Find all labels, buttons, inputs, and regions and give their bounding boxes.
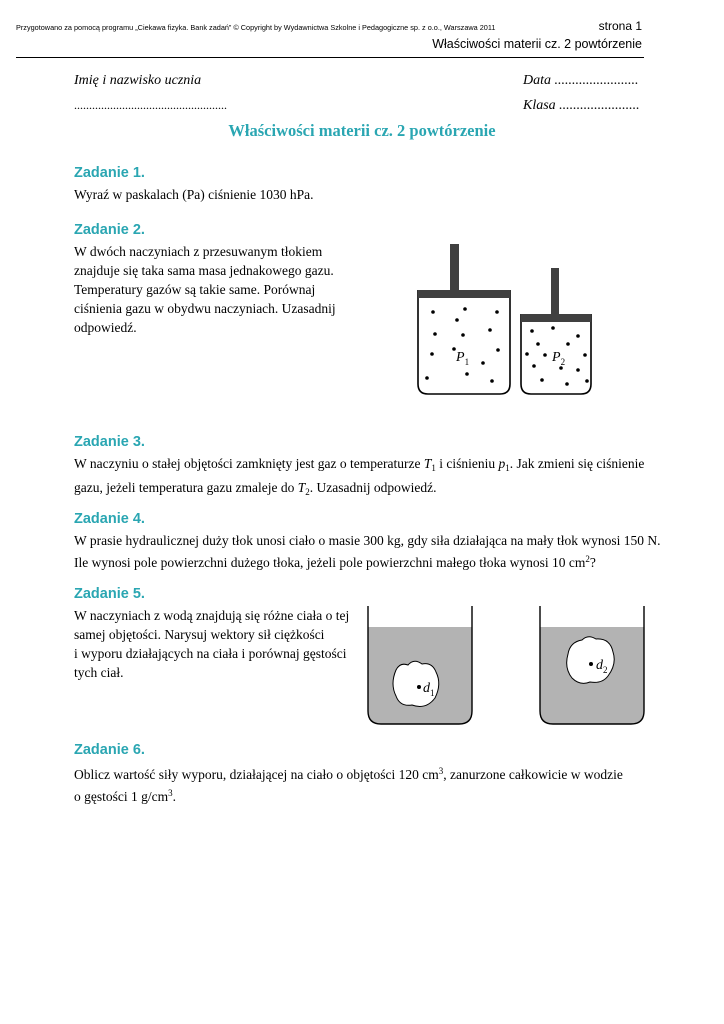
task-6-heading: Zadanie 6.: [74, 742, 145, 758]
density-label-1: $d_1$: [423, 681, 435, 698]
task-5-line: tych ciał.: [74, 665, 124, 680]
student-name-label: Imię i nazwisko ucznia: [74, 73, 202, 88]
task-6-line: o gęstości 1 $g/cm^3$.: [74, 788, 176, 804]
water-vessel-1: [368, 606, 472, 724]
pressure-label-1: $P_1$: [456, 350, 470, 367]
task-5-line: i wyporu działających na ciała i porównaj gęstości: [74, 646, 347, 661]
task-1-heading: Zadanie 1.: [74, 165, 145, 181]
page-number: strona 1: [598, 19, 642, 33]
piston-plate: [418, 290, 510, 298]
page-title: Właściwości materii cz. 2 powtórzenie: [228, 121, 496, 140]
task-4-heading: Zadanie 4.: [74, 511, 145, 527]
vessel-1: [418, 244, 510, 394]
piston-rod: [551, 268, 559, 314]
density-label-2: $d_2$: [596, 658, 608, 675]
task-4-line: W prasie hydraulicznej duży tłok unosi ciało o masie 300 kg, gdy siła działająca na mały tłok wynosi 150 N.: [74, 533, 661, 548]
class-field: Klasa .......................: [523, 98, 640, 113]
task-2-text: [74, 242, 336, 337]
task-1-text: [74, 185, 313, 204]
body-2: [567, 637, 615, 684]
task-3-heading: Zadanie 3.: [74, 434, 145, 450]
task-2-line: ciśnienia gazu w obydwu naczyniach. Uzasadnij: [74, 301, 336, 316]
date-field: Data ........................: [523, 73, 639, 88]
task-6-text: [74, 762, 623, 806]
piston-vessels-figure: [410, 238, 610, 400]
water-vessels-figure: [362, 604, 652, 730]
piston-plate: [521, 314, 591, 322]
copyright-notice: Przygotowano za pomocą programu „Ciekawa fizyka. Bank zadań” © Copyright by Wydawnictwa Szkolne i Pedagogiczne sp. z o.o., Warszawa 2011: [16, 23, 496, 32]
water-vessel-2: [540, 606, 644, 724]
header-subtitle: Właściwości materii cz. 2 powtórzenie: [432, 37, 642, 51]
header-rule: [16, 57, 644, 58]
task-1-line: Wyraź w paskalach (Pa) ciśnienie 1030 hPa.: [74, 187, 314, 202]
task-5-text: [74, 606, 349, 682]
piston-rod: [450, 244, 459, 290]
vessel-2: [521, 268, 591, 394]
task-5-line: samej objętości. Narysuj wektory sił ciężkości: [74, 627, 325, 642]
task-2-heading: Zadanie 2.: [74, 222, 145, 238]
task-3-line: gazu, jeżeli temperatura gazu zmaleje do $T_2$. Uzasadnij odpowiedź.: [74, 480, 437, 497]
task-2-line: znajduje się taka sama masa jednakowego gazu.: [74, 263, 334, 278]
task-4-text: [74, 531, 661, 572]
task-6-line: Oblicz wartość siły wyporu, działającej na ciało o objętości 120 $cm^3$, zanurzone całkowicie w wodzie: [74, 766, 623, 782]
task-4-line: Ile wynosi pole powierzchni dużego tłoka, jeżeli pole powierzchni małego tłoka wynosi 10 $cm^2$?: [74, 554, 596, 570]
task-3-text: [74, 454, 644, 502]
task-2-line: W dwóch naczyniach z przesuwanym tłokiem: [74, 244, 323, 259]
gas-particles: [425, 307, 500, 383]
task-5-line: W naczyniach z wodą znajdują się różne ciała o tej: [74, 608, 350, 623]
student-name-blank: ...................................................: [74, 98, 227, 112]
pressure-label-2: $P_2$: [552, 350, 566, 367]
task-3-line: W naczyniu o stałej objętości zamknięty jest gaz o temperaturze $T_1$ i ciśnieniu $p_1$. Jak zmieni się ciśnienie: [74, 456, 645, 473]
body-1: [393, 661, 439, 706]
task-2-line: Temperatury gazów są takie same. Porównaj: [74, 282, 316, 297]
task-5-heading: Zadanie 5.: [74, 586, 145, 602]
task-2-line: odpowiedź.: [74, 320, 137, 335]
